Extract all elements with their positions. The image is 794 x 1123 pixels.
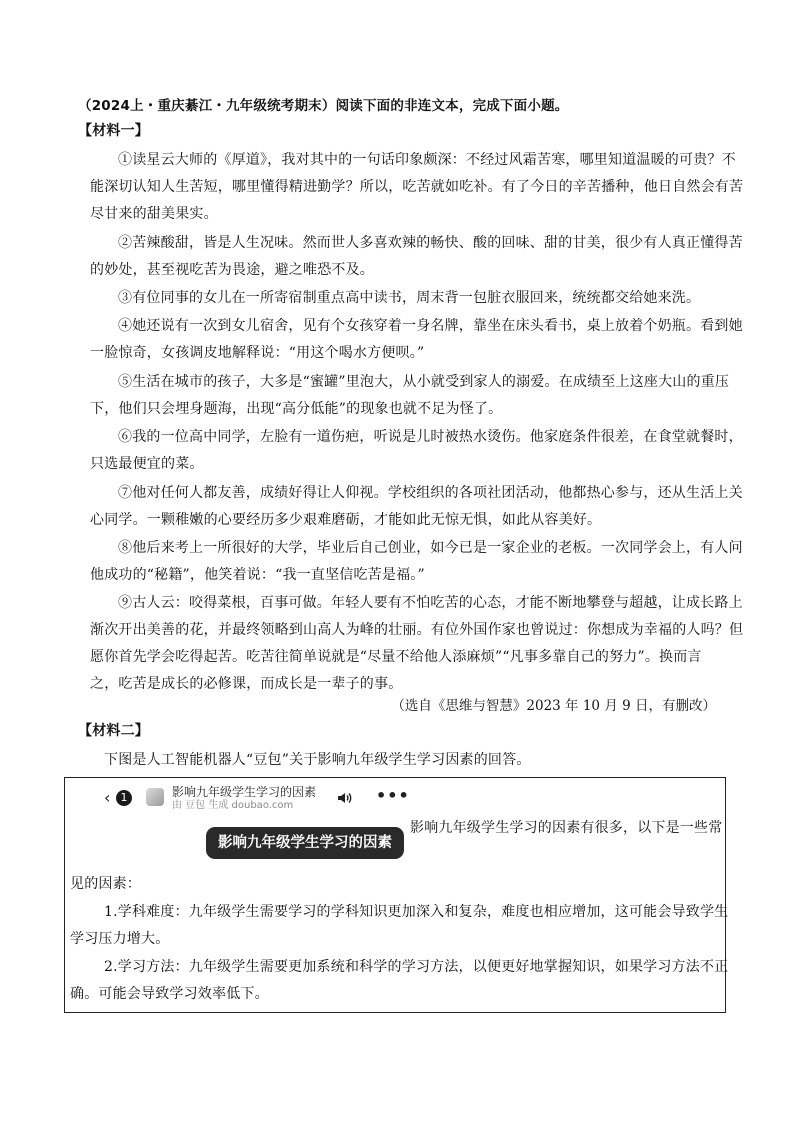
more-icon[interactable]: ••• [376, 786, 410, 805]
paragraph-line: ④她还说有一次到女儿宿舍，见有个女孩穿着一身名牌，靠坐在床头看书，桌上放着个奶瓶。看到她 [118, 318, 743, 334]
chat-header-bar [104, 785, 410, 811]
paragraph-line: ⑥我的一位高中同学，左脸有一道伤疤，听说是儿时被热水烫伤。他家庭条件很差，在食堂就餐时， [118, 429, 743, 445]
answer-line: 确。可能会导致学习效率低下。 [70, 986, 269, 1002]
paragraph-line: ⑧他后来考上一所很好的大学，毕业后自己创业，如今已是一家企业的老板。一次同学会上，有人问 [118, 540, 743, 556]
paragraph-line: ②苦辣酸甜，皆是人生况味。然而世人多喜欢辣的畅快、酸的回味、甜的甘美，很少有人真正懂得苦 [118, 235, 743, 251]
material-two-title: 【材料二】 [78, 723, 149, 739]
back-icon[interactable]: ‹ [104, 788, 111, 807]
paragraph-line: 之，吃苦是成长的必修课，而成长是一辈子的事。 [90, 676, 403, 692]
app-logo-icon [146, 788, 164, 806]
speaker-icon[interactable] [336, 789, 354, 807]
paragraph-line: ⑨古人云：咬得菜根，百事可做。年轻人要有不怕吃苦的心态，才能不断地攀登与超越，让成长路上 [118, 595, 743, 611]
material-one-title: 【材料一】 [78, 123, 149, 139]
chat-title: 影响九年级学生学习的因素 [172, 785, 317, 799]
paragraph-line: 下，他们只会埋身题海，出现“高分低能”的现象也就不足为怪了。 [90, 401, 503, 417]
paragraph-line: 愿你首先学会吃得起苦。吃苦往简单说就是“尽量不给他人添麻烦”“凡事多靠自己的努力”。换而言 [90, 649, 702, 665]
paragraph-line: ⑦他对任何人都友善，成绩好得让人仰视。学校组织的各项社团活动，他都热心参与，还从生活上关 [118, 485, 743, 501]
answer-line: 学习压力增大。 [70, 931, 170, 947]
paragraph-line: 的妙处，甚至视吃苦为畏途，避之唯恐不及。 [90, 262, 374, 278]
paragraph-line: 只选最便宜的菜。 [90, 456, 204, 472]
paragraph-line: 心同学。一颗稚嫩的心要经历多少艰难磨砺，才能如此无惊无惧，如此从容美好。 [90, 512, 602, 528]
paragraph-line: 一脸惊奇，女孩调皮地解释说：“用这个喝水方便呗。” [90, 345, 425, 361]
paragraph-line: ⑤生活在城市的孩子，大多是“蜜罐”里泡大，从小就受到家人的溺爱。在成绩至上这座大山的重压 [118, 374, 730, 390]
question-header: （2024上・重庆綦江・九年级统考期末）阅读下面的非连文本，完成下面小题。 [78, 98, 569, 114]
paragraph-line: ③有位同事的女儿在一所寄宿制重点高中读书，周末背一包脏衣服回来，统统都交给她来洗。 [118, 290, 701, 306]
paragraph-line: ①读星云大师的《厚道》，我对其中的一句话印象颇深：不经过风霜苦寒，哪里知道温暖的可贵？不 [118, 152, 736, 168]
chat-subtitle: 由 豆包 生成 doubao.com [172, 800, 294, 811]
source-citation: （选自《思维与智慧》2023 年 10 月 9 日，有删改） [391, 698, 716, 714]
chat-screenshot-frame [64, 777, 729, 1013]
paragraph-line: 渐次开出美善的花，并最终领略到山高人为峰的壮丽。有位外国作家也曾说过：你想成为幸福的人吗？但 [90, 622, 744, 638]
material-two-intro: 下图是人工智能机器人“豆包”关于影响九年级学生学习因素的回答。 [104, 752, 531, 768]
unread-badge: 1 [116, 790, 132, 806]
question-pill: 影响九年级学生学习的因素 [206, 827, 404, 859]
paragraph-line: 尽甘来的甜美果实。 [90, 206, 218, 222]
paragraph-line: 能深切认知人生苦短，哪里懂得精进勤学？所以，吃苦就如吃补。有了今日的辛苦播种，他日自然会有苦 [90, 179, 744, 195]
answer-line: 见的因素： [70, 876, 141, 892]
answer-line: 1.学科难度：九年级学生需要学习的学科知识更加深入和复杂，难度也相应增加，这可能会导致学生 [104, 904, 729, 920]
answer-line: 影响九年级学生学习的因素有很多，以下是一些常 [410, 820, 723, 836]
answer-line: 2.学习方法：九年级学生需要更加系统和科学的学习方法，以便更好地掌握知识，如果学习方法不正 [104, 959, 729, 975]
paragraph-line: 他成功的“秘籍”，他笑着说：“我一直坚信吃苦是福。” [90, 567, 425, 583]
